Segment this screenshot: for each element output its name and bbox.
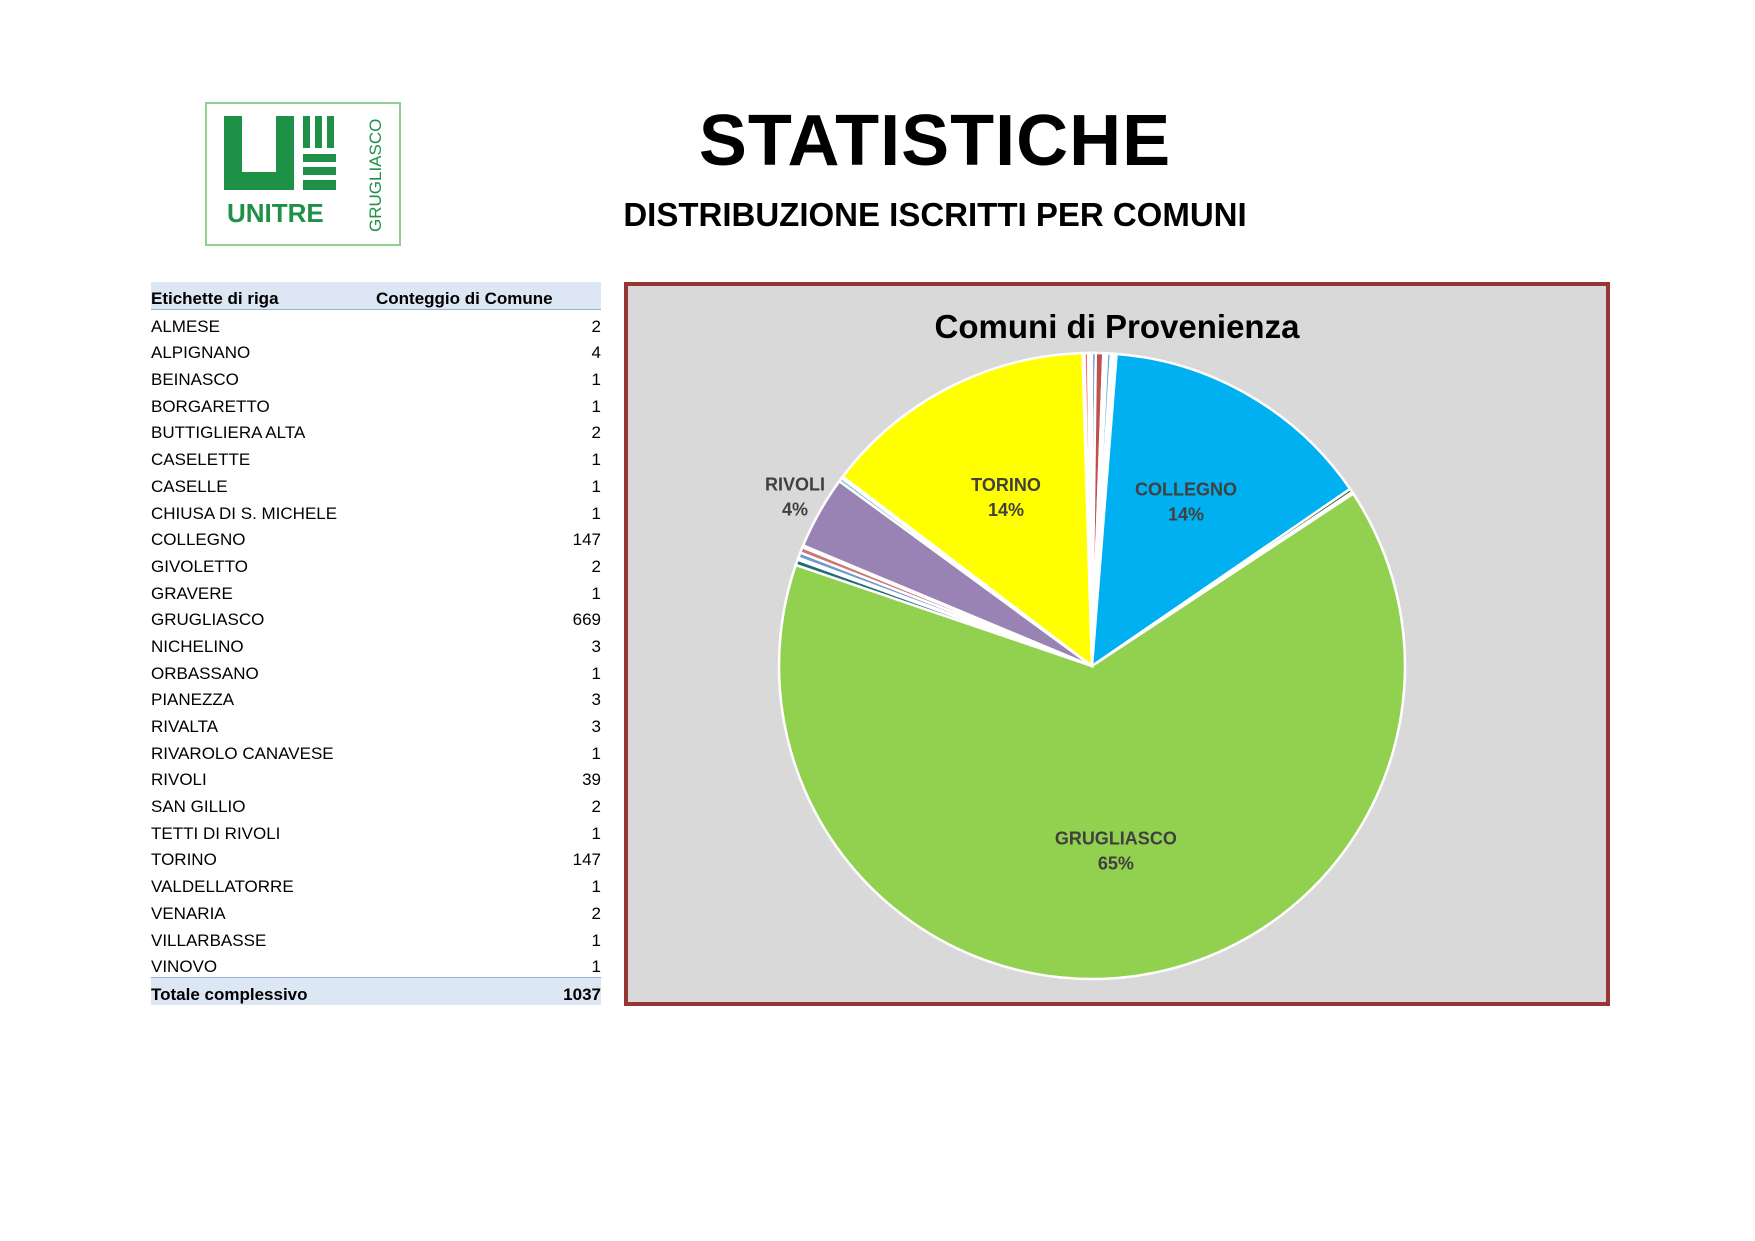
row-count: 2 <box>591 316 601 336</box>
row-label: GRUGLIASCO <box>151 610 265 630</box>
row-label: CHIUSA DI S. MICHELE <box>151 503 338 523</box>
row-count: 669 <box>572 610 601 630</box>
row-count: 2 <box>591 556 601 576</box>
row-count: 1 <box>591 930 601 950</box>
row-count: 3 <box>591 636 601 656</box>
table-row <box>151 417 601 444</box>
data-label-percent: 14% <box>987 500 1025 521</box>
table-row <box>151 817 601 844</box>
row-label: VILLARBASSE <box>151 930 267 950</box>
data-label-category: GRUGLIASCO <box>1054 828 1177 849</box>
row-count: 1 <box>591 957 601 977</box>
row-label: TETTI DI RIVOLI <box>151 823 281 843</box>
table-row <box>151 310 601 337</box>
table-row <box>151 844 601 871</box>
row-count: 1 <box>591 396 601 416</box>
table-row <box>151 390 601 417</box>
row-count: 1 <box>591 583 601 603</box>
table-row <box>151 870 601 897</box>
table-row <box>151 657 601 684</box>
pie-chart <box>628 286 1606 1002</box>
row-count: 2 <box>591 797 601 817</box>
total-value: 1037 <box>376 978 601 1006</box>
row-count: 39 <box>582 770 601 790</box>
row-count: 1 <box>591 877 601 897</box>
row-count: 1 <box>591 503 601 523</box>
row-label: GRAVERE <box>151 583 233 603</box>
col-header-count: Conteggio di Comune <box>376 282 601 310</box>
data-label-percent: 4% <box>781 499 808 520</box>
table-row <box>151 604 601 631</box>
table-row <box>151 924 601 951</box>
total-row <box>151 978 601 1006</box>
pivot-table <box>151 282 601 1005</box>
row-label: CASELETTE <box>151 450 251 470</box>
row-label: NICHELINO <box>151 636 244 656</box>
chart-title: Comuni di Provenienza <box>934 308 1300 345</box>
row-count: 147 <box>572 850 601 870</box>
table-row <box>151 443 601 470</box>
unitre-logo-mark <box>207 104 399 244</box>
pie-chart-panel <box>624 282 1610 1006</box>
row-count: 1 <box>591 450 601 470</box>
total-label: Totale complessivo <box>151 978 376 1006</box>
row-label: COLLEGNO <box>151 530 246 550</box>
row-label: VINOVO <box>151 957 218 977</box>
page-title: STATISTICHE <box>698 101 1172 181</box>
row-label: ALMESE <box>151 316 220 336</box>
table-row <box>151 524 601 551</box>
logo-text: UNITRE <box>227 198 324 228</box>
table-row <box>151 737 601 764</box>
row-label: ALPIGNANO <box>151 343 251 363</box>
table-row <box>151 577 601 604</box>
row-count: 1 <box>591 743 601 763</box>
row-label: VENARIA <box>151 903 226 923</box>
col-header-label: Etichette di riga <box>151 282 376 310</box>
table-row <box>151 790 601 817</box>
table-row <box>151 684 601 711</box>
row-count: 1 <box>591 823 601 843</box>
row-count: 3 <box>591 690 601 710</box>
row-label: RIVOLI <box>151 770 207 790</box>
data-label-percent: 65% <box>1097 853 1134 874</box>
table-row <box>151 764 601 791</box>
row-label: CASELLE <box>151 476 228 496</box>
unitre-logo <box>205 102 401 246</box>
table-row <box>151 497 601 524</box>
table-row <box>151 897 601 924</box>
row-label: ORBASSANO <box>151 663 259 683</box>
pivot-header-row <box>151 282 601 310</box>
page-subtitle: DISTRIBUZIONE ISCRITTI PER COMUNI <box>623 196 1247 233</box>
row-label: GIVOLETTO <box>151 556 248 576</box>
table-row <box>151 337 601 364</box>
row-label: RIVALTA <box>151 717 219 736</box>
row-label: BEINASCO <box>151 370 239 390</box>
row-count: 3 <box>591 717 601 736</box>
row-label: RIVAROLO CANAVESE <box>151 743 334 763</box>
data-label-category: TORINO <box>971 475 1041 496</box>
table-row <box>151 630 601 657</box>
table-row <box>151 710 601 737</box>
row-label: PIANEZZA <box>151 690 235 710</box>
row-label: TORINO <box>151 850 217 870</box>
row-label: BUTTIGLIERA ALTA <box>151 423 306 443</box>
row-count: 1 <box>591 663 601 683</box>
logo-side-text: GRUGLIASCO <box>366 118 385 232</box>
data-label-category: COLLEGNO <box>1134 479 1237 500</box>
row-count: 1 <box>591 370 601 390</box>
row-label: BORGARETTO <box>151 396 270 416</box>
row-count: 147 <box>572 530 601 550</box>
data-label-percent: 14% <box>1167 504 1204 525</box>
table-row <box>151 363 601 390</box>
row-label: VALDELLATORRE <box>151 877 294 897</box>
row-label: SAN GILLIO <box>151 797 246 817</box>
data-label-rivoli <box>765 474 825 519</box>
row-count: 4 <box>591 343 601 363</box>
row-count: 1 <box>591 476 601 496</box>
pivot-body <box>151 310 601 978</box>
row-count: 2 <box>591 903 601 923</box>
row-count: 2 <box>591 423 601 443</box>
table-row <box>151 550 601 577</box>
table-row <box>151 951 601 978</box>
data-label-category: RIVOLI <box>764 474 825 495</box>
table-row <box>151 470 601 497</box>
